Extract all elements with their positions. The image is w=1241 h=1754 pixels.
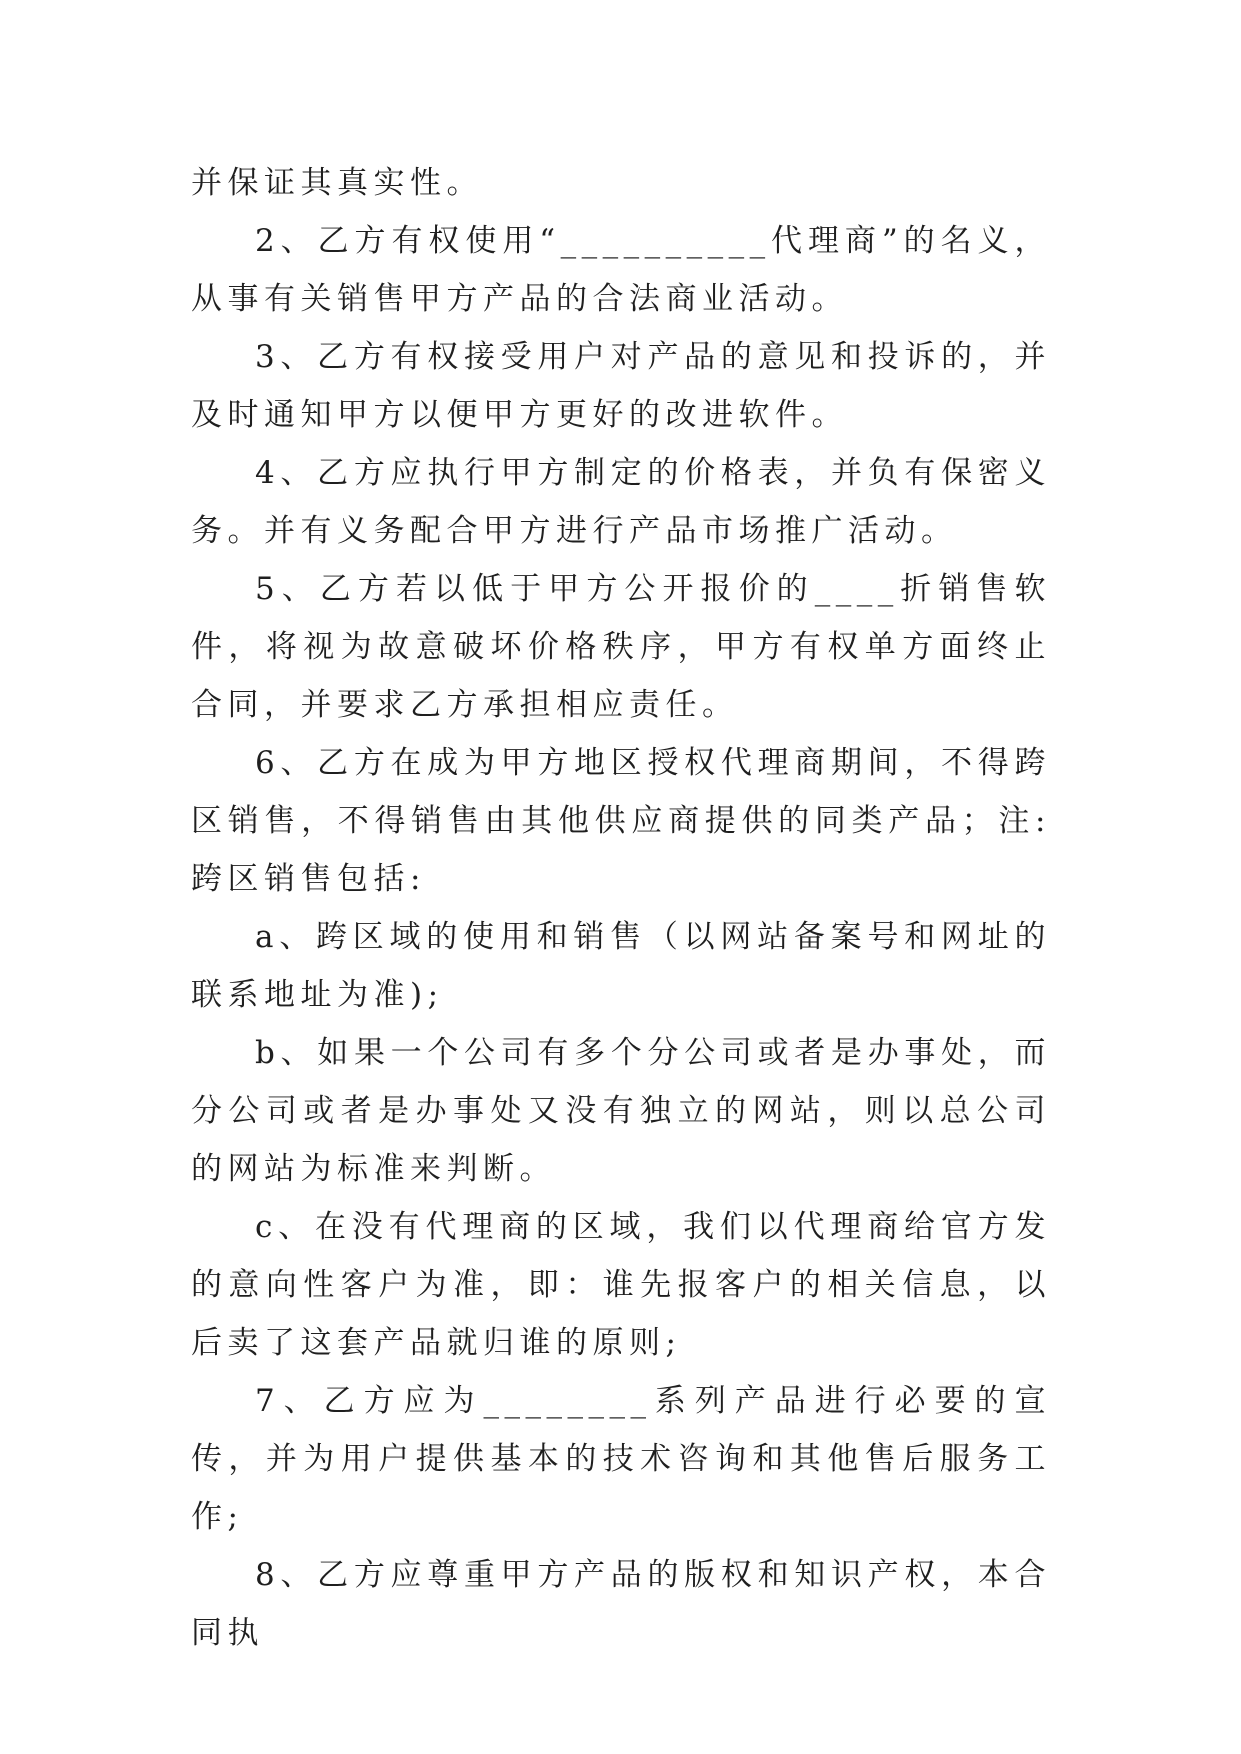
paragraph-clause-4: 4、乙方应执行甲方制定的价格表，并负有保密义务。并有义务配合甲方进行产品市场推广活动。: [191, 455, 1051, 549]
paragraph-clause-7: 7、乙方应为________系列产品进行必要的宣传，并为用户提供基本的技术咨询和其他售后服务工作;: [191, 1383, 1051, 1535]
paragraph-subclause-b: b、如果一个公司有多个分公司或者是办事处，而分公司或者是办事处又没有独立的网站，则以总公司的网站为标准来判断。: [191, 1035, 1051, 1187]
paragraph-subclause-c: c、在没有代理商的区域，我们以代理商给官方发的意向性客户为准，即：谁先报客户的相关信息，以后卖了这套产品就归谁的原则;: [191, 1209, 1051, 1361]
document-body: [191, 154, 1051, 1662]
paragraph-clause-8: 8、乙方应尊重甲方产品的版权和知识产权，本合同执: [191, 1557, 1051, 1651]
paragraph-continuation: 并保证其真实性。: [191, 165, 483, 201]
paragraph-clause-6: 6、乙方在成为甲方地区授权代理商期间，不得跨区销售，不得销售由其他供应商提供的同类产品；注:跨区销售包括:: [191, 745, 1051, 897]
paragraph-clause-5: 5、乙方若以低于甲方公开报价的____折销售软件，将视为故意破坏价格秩序，甲方有权单方面终止合同，并要求乙方承担相应责任。: [191, 571, 1051, 723]
paragraph-clause-3: 3、乙方有权接受用户对产品的意见和投诉的，并及时通知甲方以便甲方更好的改进软件。: [191, 339, 1051, 433]
paragraph-subclause-a: a、跨区域的使用和销售（以网站备案号和网址的联系地址为准);: [191, 919, 1051, 1013]
paragraph-clause-2: 2、乙方有权使用“__________代理商”的名义，从事有关销售甲方产品的合法商业活动。: [191, 223, 1051, 317]
